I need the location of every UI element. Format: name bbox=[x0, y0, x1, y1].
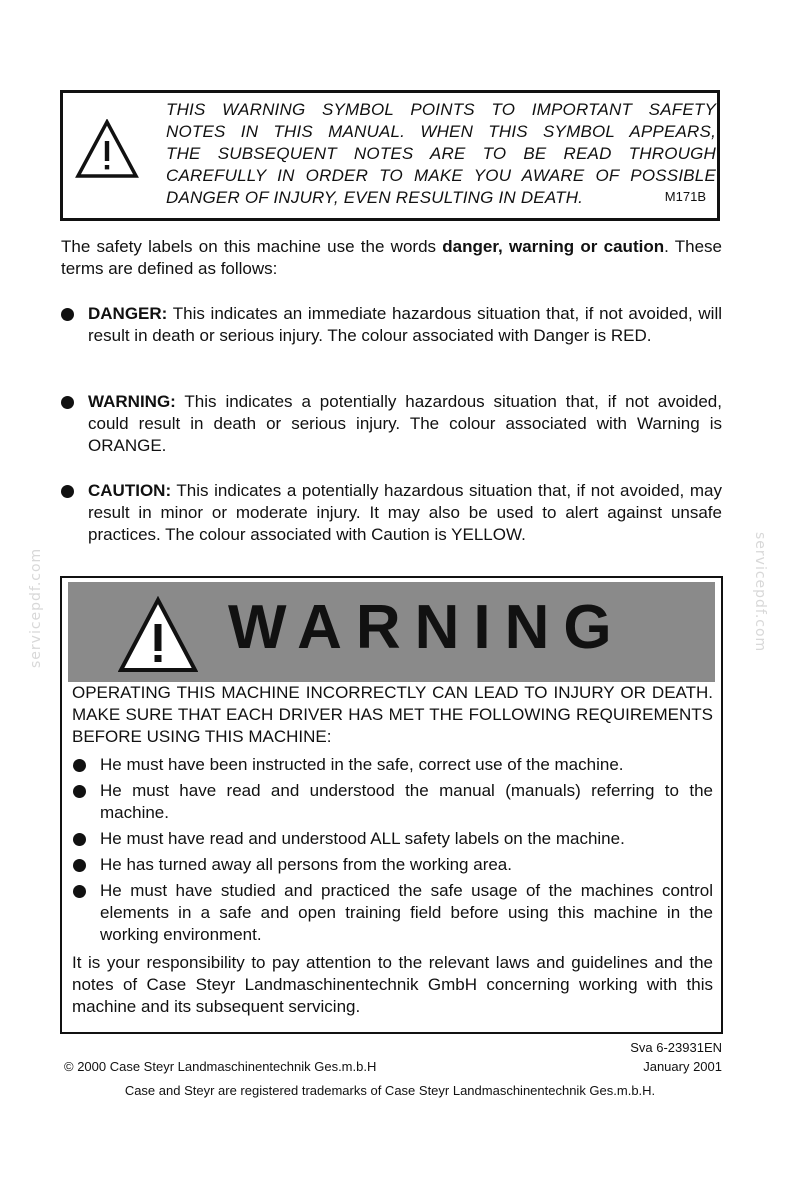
copyright: © 2000 Case Steyr Landmaschinentechnik Ges.m.b.H bbox=[64, 1059, 377, 1074]
safety-symbol-notice bbox=[60, 90, 720, 221]
definition-term: CAUTION: bbox=[88, 481, 172, 500]
warning-triangle-icon bbox=[75, 119, 139, 179]
warning-title: WARNING bbox=[228, 593, 626, 662]
watermark-left: servicepdf.com bbox=[28, 547, 44, 668]
definition-text: This indicates an immediate hazardous situation that, if not avoided, will result in death or serious injury. The colour associated with Danger is RED. bbox=[88, 304, 722, 345]
definition-term: WARNING: bbox=[88, 392, 176, 411]
notice-line: DANGER OF INJURY, EVEN RESULTING IN DEATH. bbox=[166, 188, 584, 207]
notice-line: THE SUBSEQUENT NOTES ARE TO BE READ THROUGH bbox=[166, 144, 716, 163]
intro-bold-terms: danger, warning or caution bbox=[442, 237, 665, 256]
bullet-dot bbox=[61, 396, 74, 409]
requirements-list bbox=[72, 754, 713, 946]
list-item bbox=[72, 880, 713, 946]
notice-code: M171B bbox=[664, 189, 706, 204]
notice-line: NOTES IN THIS MANUAL. WHEN THIS SYMBOL APPEARS, bbox=[166, 122, 716, 141]
intro-text-end: . These terms are defined as follows: bbox=[61, 237, 723, 278]
doc-number: Sva 6-23931EN bbox=[630, 1040, 722, 1055]
list-item bbox=[72, 828, 713, 850]
warning-body bbox=[72, 682, 713, 1018]
publication-date: January 2001 bbox=[643, 1059, 722, 1074]
notice-line: CAREFULLY IN ORDER TO MAKE YOU AWARE OF POSSIBLE bbox=[166, 166, 716, 185]
watermark-right: servicepdf.com bbox=[752, 532, 768, 653]
list-item bbox=[72, 780, 713, 824]
definition-text: This indicates a potentially hazardous situation that, if not avoided, could result in death or serious injury. The colour associated with Warning is ORANGE. bbox=[88, 392, 722, 455]
list-item bbox=[72, 754, 713, 776]
intro-paragraph bbox=[61, 236, 722, 280]
definition-term: DANGER: bbox=[88, 304, 168, 323]
requirement-text: He must have read and understood ALL safety labels on the machine. bbox=[100, 829, 625, 848]
notice-text bbox=[166, 99, 716, 209]
warning-closing: It is your responsibility to pay attention to the relevant laws and guidelines and the notes of Case Steyr Landmaschinentechnik GmbH concerning working with this machine and its subsequent servicing. bbox=[72, 953, 713, 1016]
list-item bbox=[72, 854, 713, 876]
requirement-text: He must have studied and practiced the safe usage of the machines control elements in a safe and open training field before using this machine in the working environment. bbox=[100, 881, 713, 944]
warning-triangle-icon bbox=[118, 596, 198, 674]
bullet-dot bbox=[61, 485, 74, 498]
bullet-dot bbox=[61, 308, 74, 321]
requirement-text: He must have been instructed in the safe, correct use of the machine. bbox=[100, 755, 624, 774]
notice-line: THIS WARNING SYMBOL POINTS TO IMPORTANT SAFETY bbox=[166, 100, 716, 119]
warning-box bbox=[60, 576, 723, 1034]
definition-caution bbox=[61, 480, 722, 546]
bullet-dot bbox=[73, 759, 86, 772]
warning-intro: OPERATING THIS MACHINE INCORRECTLY CAN LEAD TO INJURY OR DEATH. MAKE SURE THAT EACH DRIVER HAS MET THE FOLLOWING REQUIREMENTS BEFORE USING THIS MACHINE: bbox=[72, 683, 713, 746]
bullet-dot bbox=[73, 785, 86, 798]
trademark-notice: Case and Steyr are registered trademarks of Case Steyr Landmaschinentechnik Ges.m.b.H. bbox=[124, 1083, 656, 1098]
bullet-dot bbox=[73, 859, 86, 872]
definition-warning bbox=[61, 391, 722, 457]
definition-text: This indicates a potentially hazardous situation that, if not avoided, may result in minor or moderate injury. It may also be used to alert against unsafe practices. The colour associated with Caution is YELLOW. bbox=[88, 481, 722, 544]
requirement-text: He must have read and understood the manual (manuals) referring to the machine. bbox=[100, 781, 713, 822]
bullet-dot bbox=[73, 833, 86, 846]
bullet-dot bbox=[73, 885, 86, 898]
intro-text: The safety labels on this machine use the words bbox=[61, 237, 443, 256]
warning-header bbox=[68, 582, 715, 682]
definition-danger bbox=[61, 303, 722, 347]
requirement-text: He has turned away all persons from the working area. bbox=[100, 855, 512, 874]
